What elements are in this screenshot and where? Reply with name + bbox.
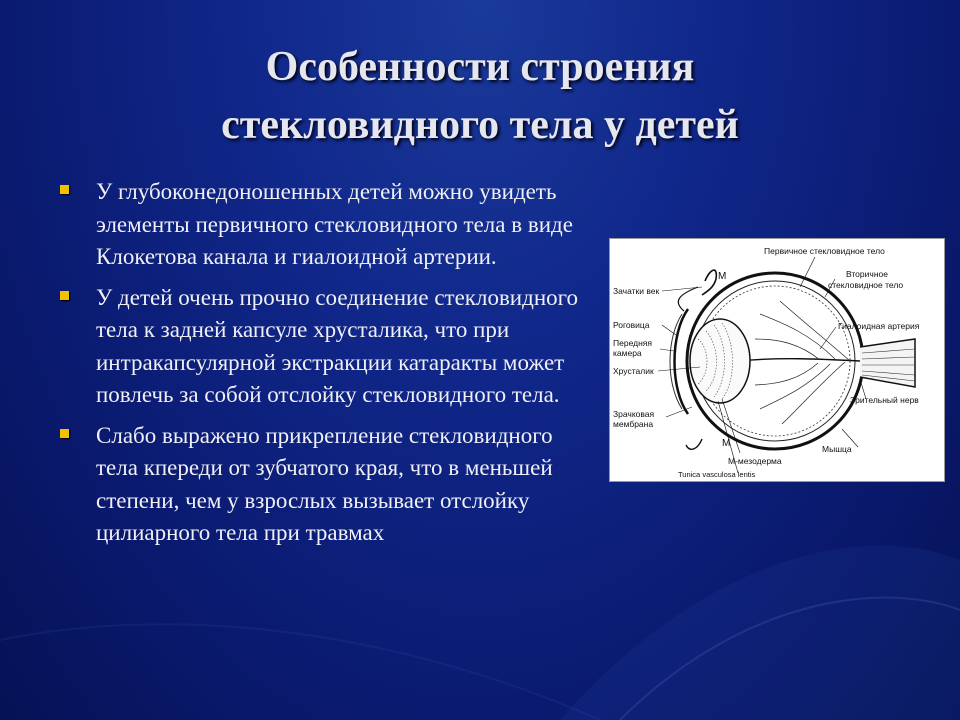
- square-bullet-icon: [60, 291, 69, 300]
- bullet-text: У детей очень прочно соединение стекловидного тела к задней капсуле хрусталика, что при интракапсулярной экстракции катаракты может повлечь за собой отслойку стекловидного тела.: [96, 284, 578, 407]
- label-hyaloid-artery: Гиалоидная артерия: [838, 321, 920, 331]
- eye-anatomy-diagram-icon: [610, 239, 944, 481]
- label-primary-vitreous: Первичное стекловидное тело: [764, 246, 885, 256]
- square-bullet-icon: [60, 429, 69, 438]
- label-muscle: Мышца: [822, 444, 852, 454]
- bullet-item: [60, 176, 590, 274]
- title-line-1: Особенности строения: [265, 44, 695, 90]
- bullet-text: Слабо выражено прикрепление стекловидного тела кпереди от зубчатого края, что в меньшей степени, чем у взрослых вызывает отслойку цилиарного тела при травмах: [96, 422, 553, 545]
- label-eyelid-bud: Зачатки век: [613, 286, 660, 296]
- label-lens: Хрусталик: [613, 366, 654, 376]
- label-anterior-chamber-2: камера: [613, 348, 642, 358]
- label-pupillary-membrane-2: мембрана: [613, 419, 654, 429]
- slide-title: [120, 38, 840, 154]
- label-mesoderm: М-мезодерма: [728, 456, 782, 466]
- bullet-item: [60, 282, 590, 412]
- title-line-2: стекловидного тела у детей: [221, 102, 739, 148]
- label-cornea: Роговица: [613, 320, 650, 330]
- label-tunica: Tunica vasculosa lentis: [678, 470, 756, 479]
- label-optic-nerve: Зрительный нерв: [850, 395, 919, 405]
- square-bullet-icon: [60, 185, 69, 194]
- label-pupillary-membrane-1: Зрачковая: [613, 409, 655, 419]
- label-m-top: М: [718, 271, 727, 282]
- bullet-list: [60, 176, 590, 558]
- label-secondary-vitreous-1: Вторичное: [846, 269, 888, 279]
- eye-diagram-figure: [609, 238, 945, 482]
- bullet-text: У глубоконедоношенных детей можно увидеть элементы первичного стекловидного тела в виде Клокетова канала и гиалоидной артерии.: [96, 179, 573, 269]
- label-m-bottom: М: [722, 438, 731, 449]
- label-anterior-chamber-1: Передняя: [613, 338, 652, 348]
- bullet-item: [60, 420, 590, 550]
- label-secondary-vitreous-2: стекловидное тело: [828, 280, 904, 290]
